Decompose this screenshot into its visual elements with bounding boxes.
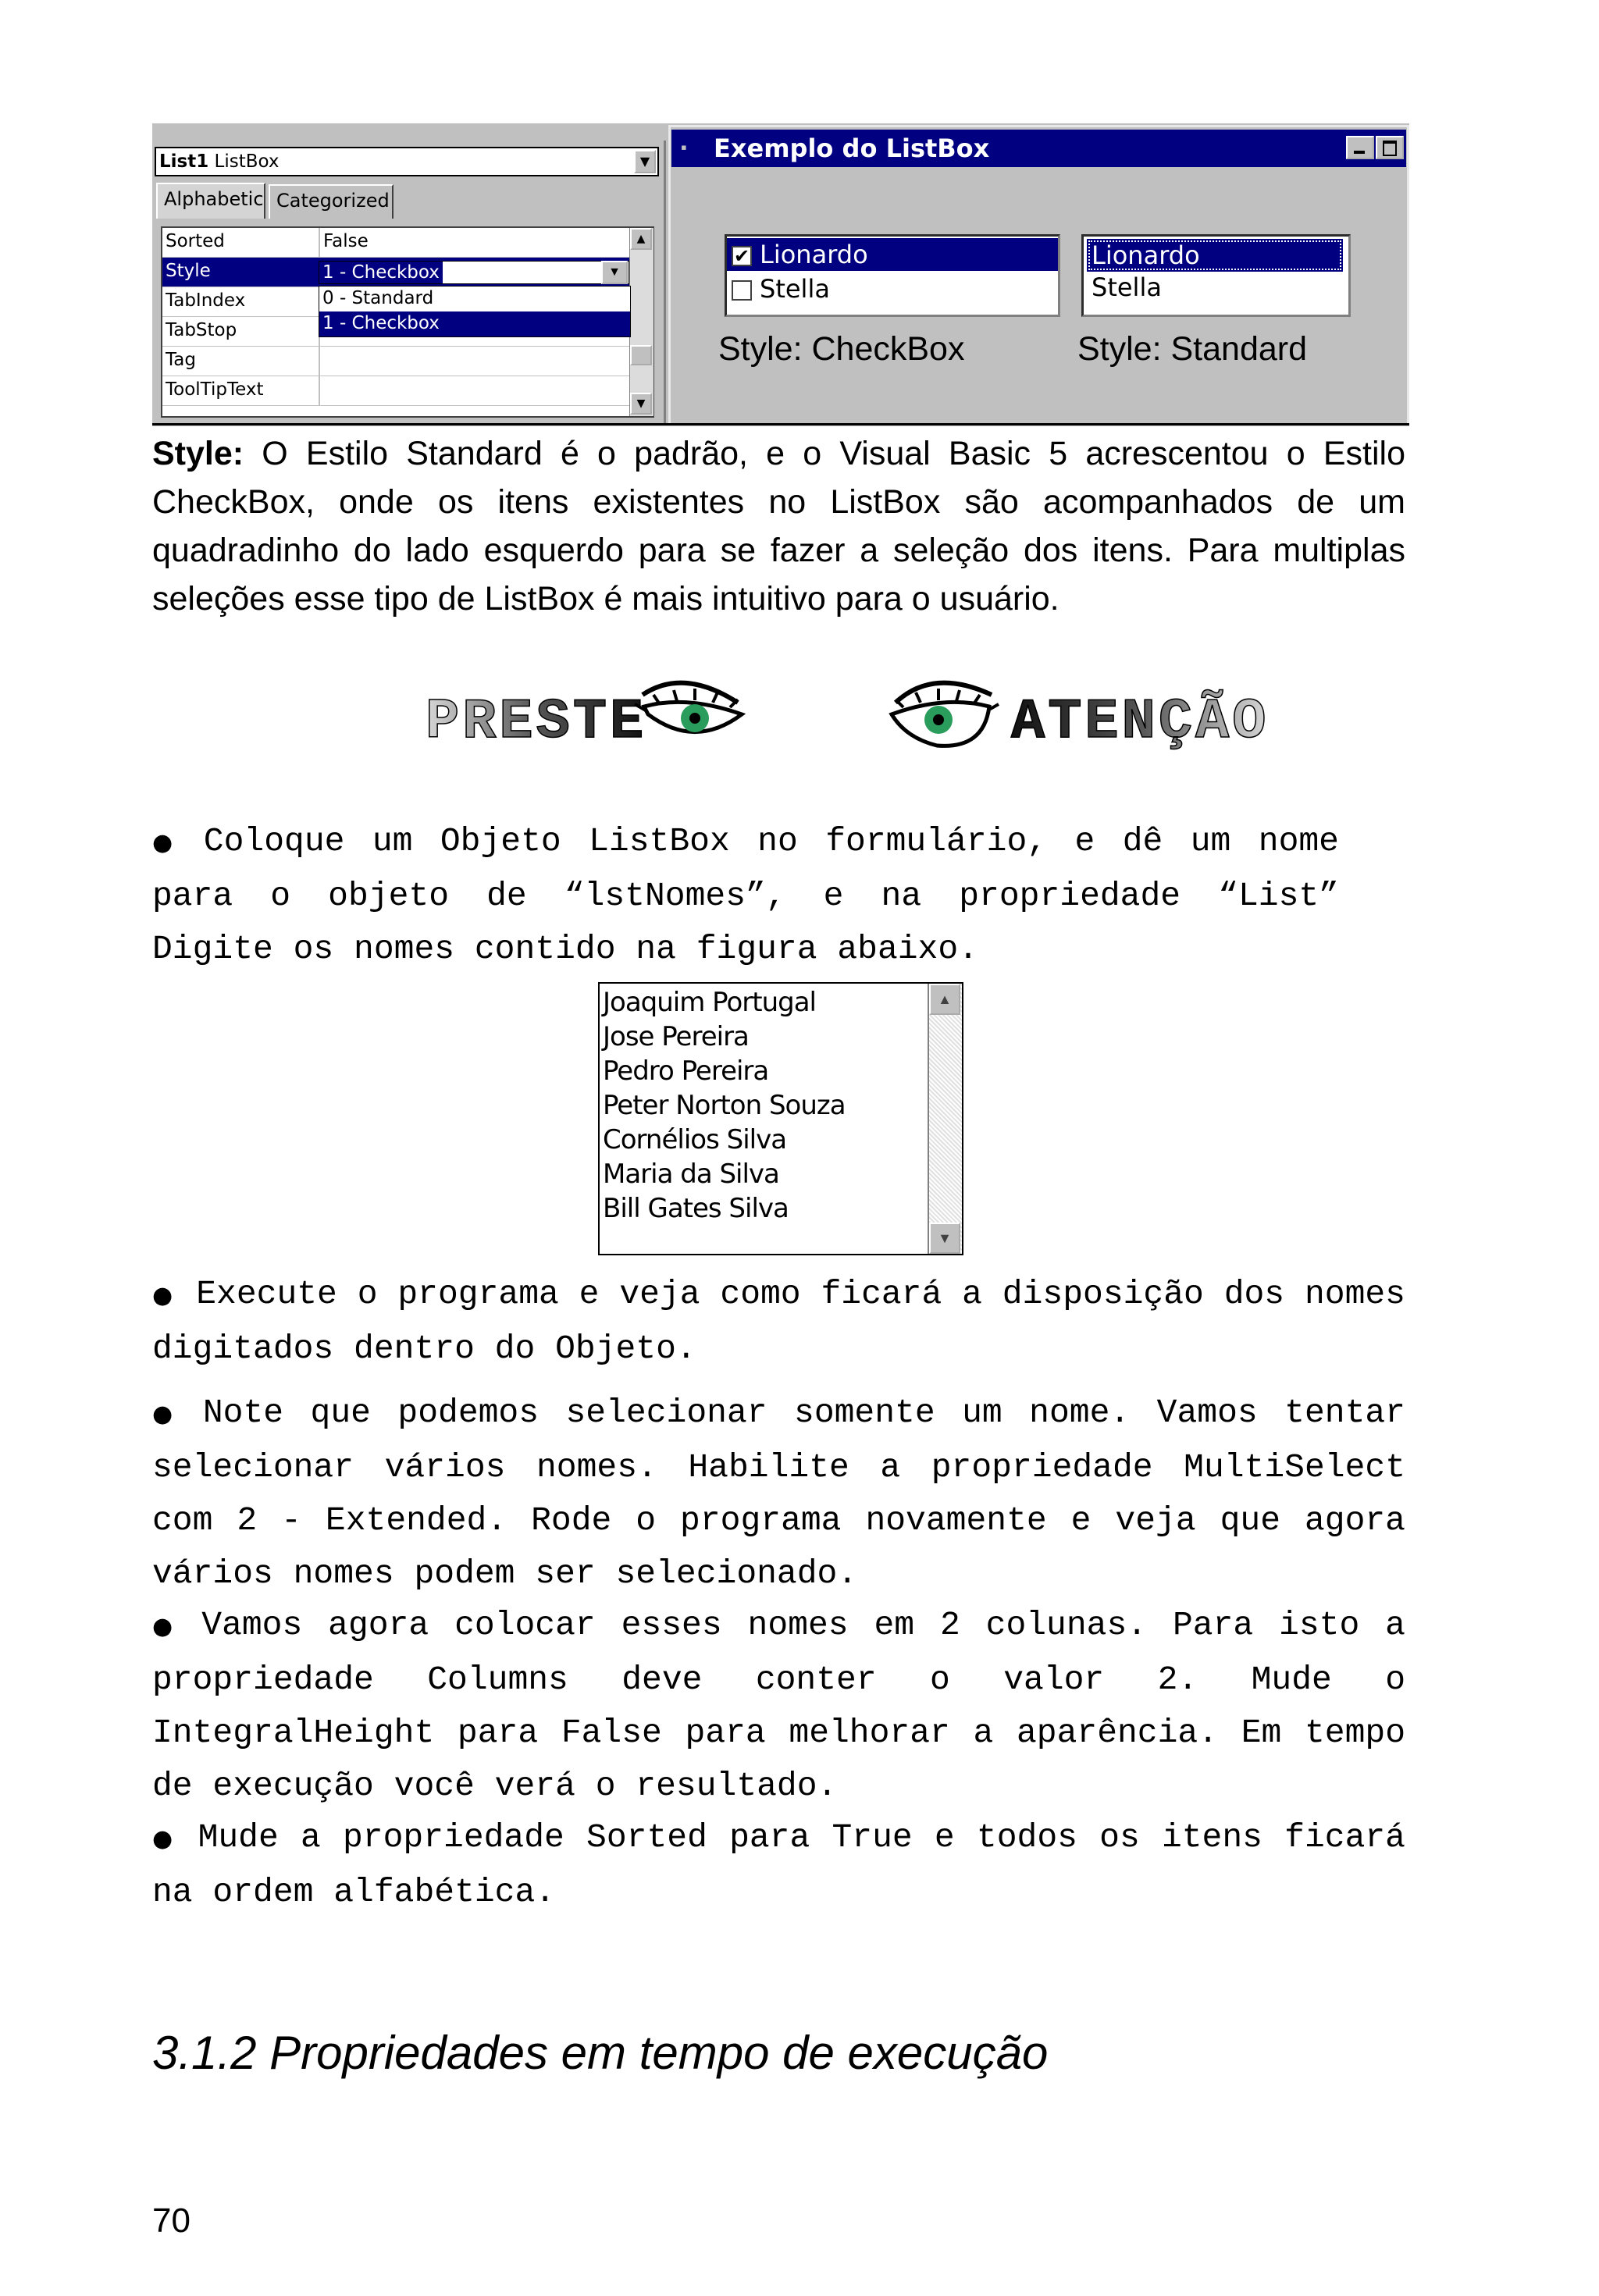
bullet-icon: ● bbox=[152, 1825, 175, 1853]
list-item[interactable]: Stella bbox=[727, 272, 1058, 305]
list-item[interactable]: Joaquim Portugal bbox=[603, 987, 816, 1018]
property-grid-scrollbar[interactable] bbox=[629, 228, 653, 416]
caption-standard: Style: Standard bbox=[1077, 330, 1308, 368]
scroll-up-icon[interactable]: ▲ bbox=[630, 228, 652, 250]
tab-alphabetic[interactable]: Alphabetic bbox=[156, 183, 265, 219]
maximize-icon[interactable] bbox=[1376, 136, 1404, 159]
app-icon: ▪ bbox=[681, 137, 687, 157]
bullet-item: ● Execute o programa e veja como ficará a disposição dos nomes digitados dentro do Objeto. bbox=[152, 1275, 1405, 1368]
list-item[interactable]: Peter Norton Souza bbox=[603, 1090, 846, 1121]
checkbox-icon[interactable] bbox=[732, 280, 752, 301]
bullet-icon: ● bbox=[152, 1401, 180, 1428]
eye-icon bbox=[892, 683, 999, 746]
tab-categorized[interactable]: Categorized bbox=[269, 184, 394, 219]
list-item[interactable]: Jose Pereira bbox=[603, 1021, 749, 1052]
property-row-tabstop[interactable]: TabStop bbox=[162, 317, 631, 347]
property-row-tag[interactable]: Tag bbox=[162, 347, 631, 376]
page-number: 70 bbox=[152, 2202, 191, 2240]
list-item[interactable]: Pedro Pereira bbox=[603, 1055, 769, 1087]
minimize-icon[interactable] bbox=[1346, 136, 1374, 159]
list-item[interactable]: Maria da Silva bbox=[603, 1159, 779, 1190]
checkbox-checked-icon[interactable]: ✔ bbox=[732, 246, 752, 266]
style-value-editor[interactable]: 1 - Checkbox bbox=[319, 261, 629, 284]
scroll-down-icon[interactable]: ▼ bbox=[929, 1223, 960, 1254]
style-dropdown-list bbox=[319, 286, 631, 337]
scroll-down-icon[interactable]: ▼ bbox=[630, 393, 652, 415]
names-scrollbar[interactable] bbox=[928, 984, 962, 1254]
listbox-checkbox-style bbox=[725, 234, 1060, 317]
names-listbox bbox=[598, 982, 963, 1255]
object-selector[interactable] bbox=[155, 147, 659, 176]
list-item[interactable]: Bill Gates Silva bbox=[603, 1193, 789, 1224]
caption-checkbox: Style: CheckBox bbox=[718, 330, 965, 368]
dropdown-option-selected[interactable]: 1 - Checkbox bbox=[319, 311, 630, 336]
bullet-item: ● Mude a propriedade Sorted para True e todos os itens ficará na ordem alfabética. bbox=[152, 1818, 1405, 1911]
bullet-icon: ● bbox=[152, 1613, 179, 1640]
style-paragraph bbox=[152, 429, 1405, 623]
object-name: List1 bbox=[159, 151, 209, 172]
names-list bbox=[603, 985, 846, 1226]
list-item[interactable]: Cornélios Silva bbox=[603, 1124, 787, 1155]
list-item[interactable]: ✔ Lionardo bbox=[727, 238, 1058, 271]
style-label: Style: bbox=[152, 435, 244, 472]
chevron-down-icon[interactable]: ▼ bbox=[601, 261, 628, 284]
banner-right-text: ATENÇÃO bbox=[1011, 690, 1270, 754]
banner-left-text: PRESTE bbox=[426, 690, 647, 754]
figure-divider bbox=[152, 423, 1409, 425]
property-row-sorted[interactable]: Sorted False bbox=[162, 228, 631, 258]
style-text: O Estilo Standard é o padrão, e o Visual Basic 5 acrescentou o Estilo CheckBox, onde os itens existentes no ListBox são acompanhados de um quadradinho do lado esquerdo para se fazer a seleção dos itens. Para multiplas seleções esse tipo de ListBox é mais intuitivo para o usuário. bbox=[152, 435, 1405, 618]
bullet-item: ● Vamos agora colocar esses nomes em 2 colunas. Para isto a propriedade Columns deve conter o valor 2. Mude o IntegralHeight para False para melhorar a aparência. Em tempo de execução você verá o resultado. bbox=[152, 1606, 1405, 1805]
chevron-down-icon[interactable]: ▼ bbox=[634, 150, 656, 173]
property-row-tabindex[interactable]: TabIndex bbox=[162, 287, 631, 317]
attention-banner bbox=[426, 671, 1270, 757]
scroll-thumb[interactable] bbox=[630, 345, 652, 365]
property-row-style[interactable]: Style bbox=[162, 258, 631, 287]
bullet-icon: ● bbox=[152, 829, 180, 856]
bullet-icon: ● bbox=[152, 1282, 173, 1309]
bullet-item: ● Coloque um Objeto ListBox no formulário, e dê um nome para o objeto de “lstNomes”, e na propriedade “List” Digite os nomes contido na figura abaixo. bbox=[152, 822, 1339, 968]
property-row-tooltiptext[interactable]: ToolTipText bbox=[162, 376, 631, 406]
list-item[interactable]: Stella bbox=[1092, 272, 1162, 302]
dropdown-option[interactable]: 0 - Standard bbox=[322, 288, 434, 308]
object-type: ListBox bbox=[214, 151, 280, 172]
list-item[interactable]: Lionardo bbox=[1087, 239, 1343, 272]
bullet-item: ● Note que podemos selecionar somente um nome. Vamos tentar selecionar vários nomes. Habilite a propriedade MultiSelect com 2 - Extended. Rode o programa novamente e veja que agora vários nomes podem ser selecionado. bbox=[152, 1394, 1405, 1593]
eye-icon bbox=[635, 683, 742, 732]
example-window-title: Exemplo do ListBox bbox=[714, 133, 990, 163]
listbox-standard-style bbox=[1081, 234, 1351, 317]
scroll-up-icon[interactable]: ▲ bbox=[929, 984, 960, 1015]
section-heading: 3.1.2 Propriedades em tempo de execução bbox=[152, 2027, 1049, 2079]
